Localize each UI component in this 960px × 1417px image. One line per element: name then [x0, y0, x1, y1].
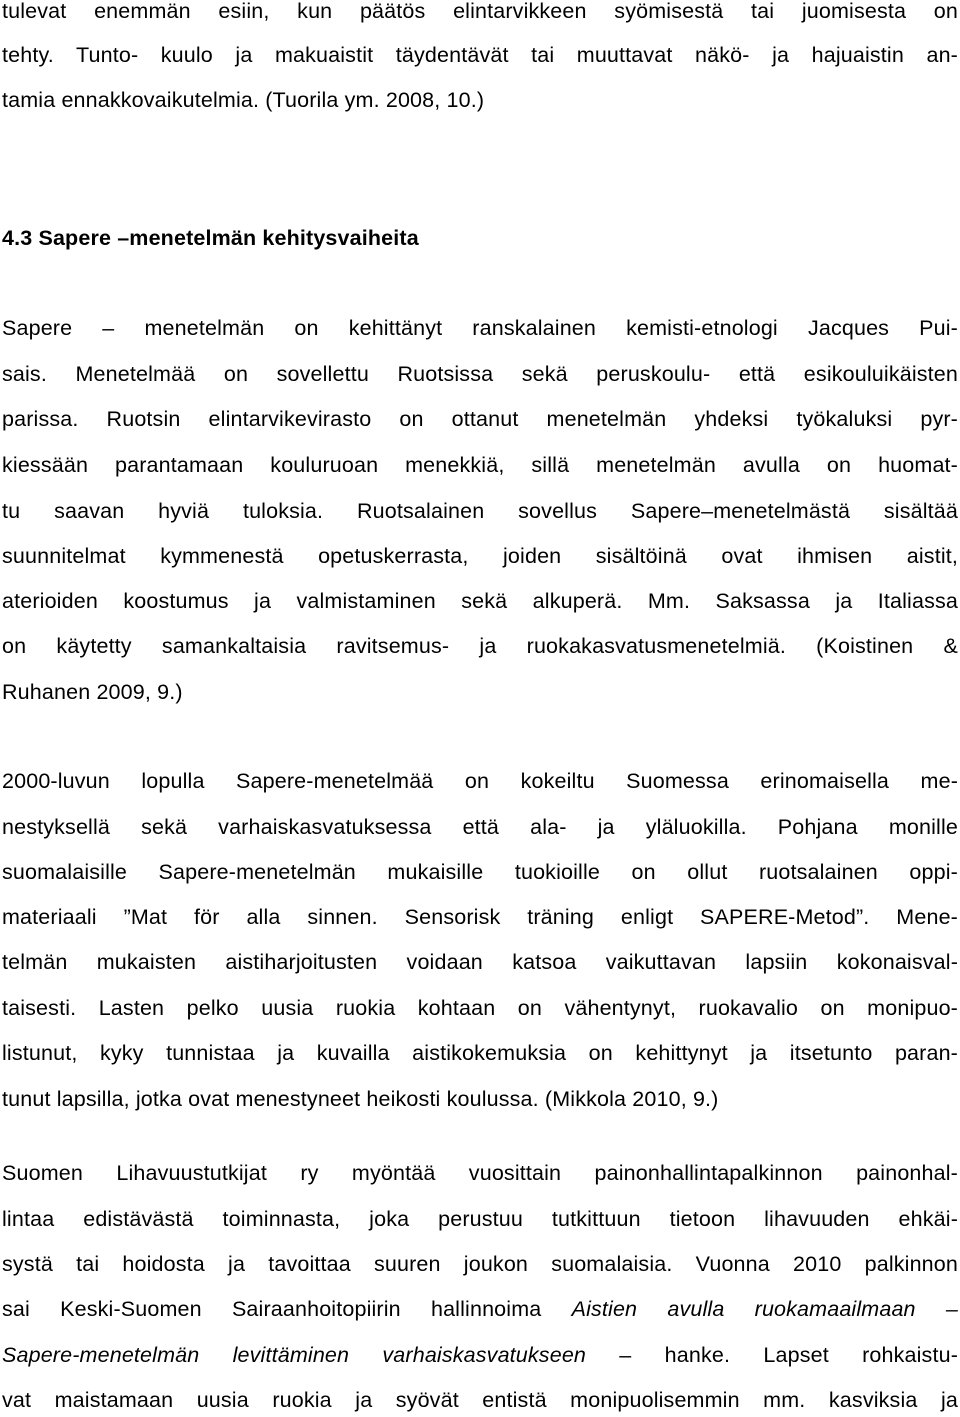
- paragraph-line: telmän mukaisten aistiharjoitusten voidaan katsoa vaikuttavan lapsiin kokonaisval-: [2, 950, 958, 974]
- paragraph-text: sai Keski-Suomen Sairaanhoitopiirin hallinnoima: [2, 1297, 572, 1321]
- paragraph-line: sais. Menetelmää on sovellettu Ruotsissa sekä peruskoulu- että esikouluikäisten: [2, 362, 958, 386]
- paragraph-line: tunut lapsilla, jotka ovat menestyneet heikosti koulussa. (Mikkola 2010, 9.): [2, 1087, 719, 1111]
- paragraph-line: vat maistamaan uusia ruokia ja syövät entistä monipuolisemmin mm. kasviksia ja: [2, 1388, 958, 1412]
- paragraph-line: nestyksellä sekä varhaiskasvatuksessa että ala- ja yläluokilla. Pohjana monille: [2, 815, 958, 839]
- paragraph-line: listunut, kyky tunnistaa ja kuvailla aistikokemuksia on kehittynyt ja itsetunto paran-: [2, 1041, 958, 1065]
- paragraph-line: lintaa edistävästä toiminnasta, joka perustuu tutkittuun tietoon lihavuuden ehkäi-: [2, 1207, 958, 1231]
- paragraph-line: tehty. Tunto- kuulo ja makuaistit täydentävät tai muuttavat näkö- ja hajuaistin an-: [2, 43, 958, 67]
- paragraph-line: tulevat enemmän esiin, kun päätös elintarvikkeen syömisestä tai juomisesta on: [2, 0, 958, 23]
- paragraph-line: systä tai hoidosta ja tavoittaa suuren joukon suomalaisia. Vuonna 2010 palkinnon: [2, 1252, 958, 1276]
- paragraph-line: kiessään parantamaan kouluruoan menekkiä, sillä menetelmän avulla on huomat-: [2, 453, 958, 477]
- paragraph-line: aterioiden koostumus ja valmistaminen sekä alkuperä. Mm. Saksassa ja Italiassa: [2, 589, 958, 613]
- paragraph-line: Sapere – menetelmän on kehittänyt ranskalainen kemisti-etnologi Jacques Pui-: [2, 316, 958, 340]
- paragraph-line: suunnitelmat kymmenestä opetuskerrasta, joiden sisältöinä ovat ihmisen aistit,: [2, 544, 958, 568]
- paragraph-line: [2, 1341, 958, 1369]
- paragraph-line: [2, 1295, 958, 1323]
- project-title-italic: Aistien avulla ruokamaailmaan –: [571, 1297, 958, 1321]
- paragraph-line: tu saavan hyviä tuloksia. Ruotsalainen sovellus Sapere–menetelmästä sisältää: [2, 499, 958, 523]
- paragraph-line: parissa. Ruotsin elintarvikevirasto on ottanut menetelmän yhdeksi työkaluksi pyr-: [2, 407, 958, 431]
- paragraph-line: Suomen Lihavuustutkijat ry myöntää vuosittain painonhallintapalkinnon painonhal-: [2, 1161, 958, 1185]
- paragraph-text: – hanke. Lapset rohkaistu-: [586, 1343, 958, 1367]
- paragraph-line: tamia ennakkovaikutelmia. (Tuorila ym. 2008, 10.): [2, 88, 485, 112]
- paragraph-line: Ruhanen 2009, 9.): [2, 680, 183, 704]
- paragraph-line: 2000-luvun lopulla Sapere-menetelmää on kokeiltu Suomessa erinomaisella me-: [2, 769, 958, 793]
- project-title-italic: Sapere-menetelmän levittäminen varhaiskasvatukseen: [2, 1343, 587, 1367]
- paragraph-line: on käytetty samankaltaisia ravitsemus- ja ruokakasvatusmenetelmiä. (Koistinen &: [2, 634, 958, 658]
- paragraph-line: taisesti. Lasten pelko uusia ruokia kohtaan on vähentynyt, ruokavalio on monipuo-: [2, 996, 958, 1020]
- paragraph-line: materiaali ”Mat för alla sinnen. Sensorisk träning enligt SAPERE-Metod”. Mene-: [2, 905, 958, 929]
- paragraph-line: suomalaisille Sapere-menetelmän mukaisille tuokioille on ollut ruotsalainen oppi-: [2, 860, 958, 884]
- section-heading: 4.3 Sapere –menetelmän kehitysvaiheita: [2, 226, 419, 250]
